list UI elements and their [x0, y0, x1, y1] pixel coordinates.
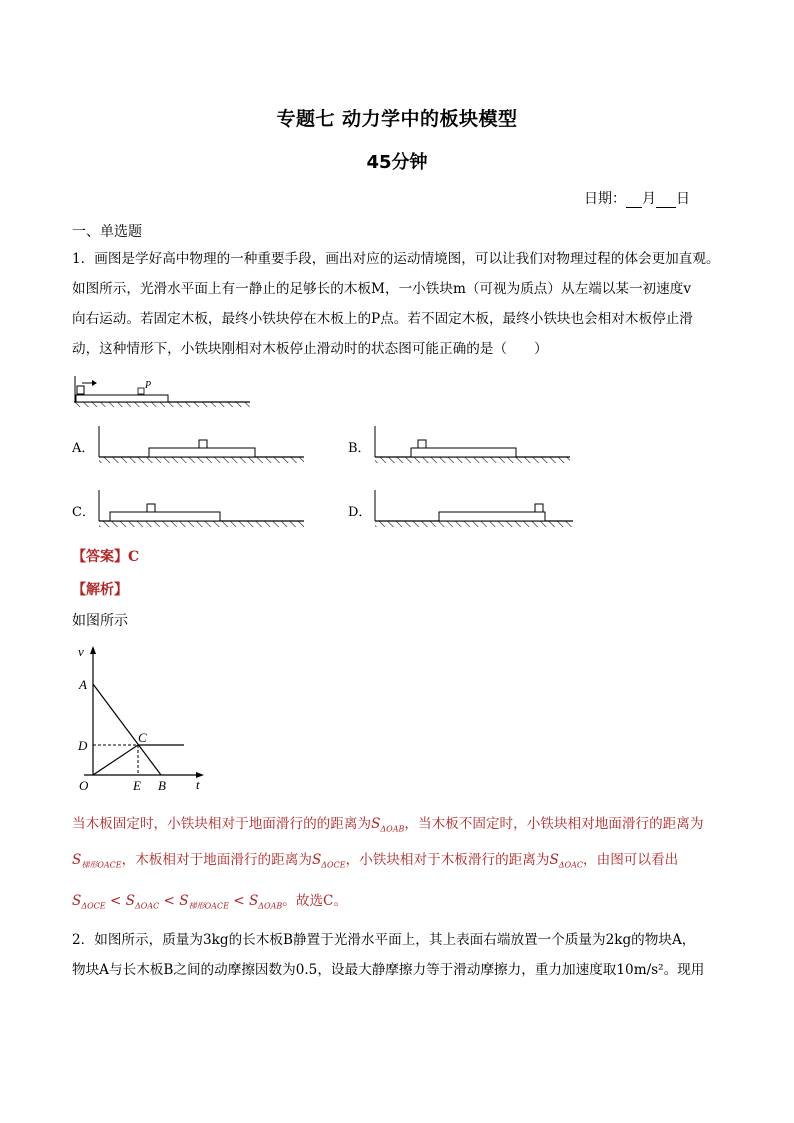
- q2-line: 物块A与长木板B之间的动摩擦因数为0.5，设最大静摩擦力等于滑动摩擦力，重力加速度取10m/s²。现用: [72, 962, 705, 978]
- symbol-s: S: [371, 816, 381, 832]
- symbol-s: S: [179, 893, 189, 909]
- label-o: O: [79, 778, 89, 792]
- velocity-arrow-icon: [92, 380, 97, 386]
- symbol-s: S: [248, 893, 259, 909]
- board: [439, 512, 545, 521]
- month-label: 月: [642, 191, 656, 207]
- point-p-marker: [138, 388, 144, 394]
- iron-block: [199, 440, 207, 448]
- symbol-s: S: [549, 852, 559, 868]
- answer-value: C: [128, 549, 140, 565]
- option-d-label[interactable]: D．: [348, 505, 372, 520]
- q1-setup-figure: [70, 372, 255, 408]
- less-than: <: [105, 893, 126, 909]
- exp-text: 当木板固定时，小铁块相对于地面滑行的的距离为: [72, 816, 372, 832]
- option-c-label[interactable]: C．: [72, 505, 95, 520]
- q1-line: 如图所示，光滑水平面上有一静止的足够长的木板M，一小铁块m（可视为质点）从左端以某一初速度v: [72, 281, 692, 297]
- board: [149, 448, 255, 457]
- day-label: 日: [676, 191, 690, 207]
- analysis-intro: 如图所示: [72, 613, 128, 629]
- label-d: D: [78, 738, 88, 753]
- board: [110, 512, 220, 521]
- subscript: ΔOAB: [258, 901, 283, 911]
- vt-graph: [72, 642, 212, 792]
- less-than: <: [228, 893, 249, 909]
- section-heading: 一、单选题: [72, 224, 142, 240]
- option-b-label[interactable]: B．: [348, 441, 371, 456]
- iron-block: [77, 386, 84, 394]
- symbol-s: S: [72, 852, 82, 868]
- subscript: ΔOCE: [81, 901, 106, 911]
- date-label: 日期：: [584, 191, 626, 207]
- label-t: t: [196, 777, 200, 792]
- document-subtitle: 45分钟: [366, 152, 428, 173]
- subscript: ΔOAC: [135, 901, 160, 911]
- symbol-s: S: [125, 893, 135, 909]
- v-axis-arrow-icon: [90, 646, 96, 654]
- exp-text: ，木板相对于地面滑行的距离为: [121, 852, 312, 868]
- ground-hatch: [99, 457, 304, 463]
- answer-label: 【答案】: [72, 549, 128, 565]
- option-a-label[interactable]: A．: [72, 441, 95, 456]
- subscript: ΔOAB: [380, 824, 405, 834]
- exp-text: ，小铁块相对于木板滑行的距离为: [345, 852, 550, 868]
- subscript: ΔOAC: [558, 860, 584, 870]
- iron-block: [535, 504, 543, 512]
- day-blank[interactable]: [656, 191, 676, 208]
- ground-hatch: [375, 457, 570, 463]
- board: [76, 395, 168, 402]
- board: [411, 448, 516, 457]
- iron-block: [147, 504, 155, 512]
- option-d-figure[interactable]: [371, 488, 576, 531]
- symbol-s: S: [72, 893, 82, 909]
- ground-hatch: [375, 521, 573, 527]
- option-c-figure[interactable]: [95, 488, 307, 531]
- ground-hatch: [99, 521, 304, 527]
- label-e: E: [133, 778, 141, 792]
- subscript: 梯形OACE: [81, 860, 122, 870]
- exp-text: 。故选C。: [282, 893, 348, 909]
- option-a-figure[interactable]: [95, 423, 307, 466]
- question-1-text: [72, 244, 727, 364]
- label-p: P: [145, 380, 152, 391]
- iron-block: [418, 440, 426, 448]
- ground-hatch: [74, 402, 250, 407]
- explanation-line-2: [72, 848, 678, 871]
- exp-text: ，由图可以看出: [583, 852, 679, 868]
- label-a: A: [79, 677, 87, 692]
- subscript: 梯形OACE: [188, 901, 229, 911]
- explanation-line-1: [72, 812, 703, 834]
- q2-line: 2．如图所示，质量为3kg的长木板B静置于光滑水平面上，其上表面右端放置一个质量为2kg的物块A，: [72, 932, 696, 948]
- q1-line: 动，这种情形下，小铁块刚相对木板停止滑动时的状态图可能正确的是（ ）: [72, 341, 548, 357]
- explanation-line-3: [72, 889, 347, 912]
- label-c: C: [138, 730, 147, 745]
- q1-line: 1．画图是学好高中物理的一种重要手段，画出对应的运动情境图，可以让我们对物理过程的体会更加直观。: [72, 251, 720, 267]
- date-line: [584, 188, 690, 208]
- subscript: ΔOCE: [321, 860, 346, 870]
- exp-text: ，当木板不固定时，小铁块相对地面滑行的距离为: [404, 816, 704, 832]
- q1-line: 向右运动。若固定木板，最终小铁块停在木板上的P点。若不固定木板，最终小铁块也会相对木板停止滑: [72, 311, 693, 327]
- answer-line: [72, 546, 139, 566]
- label-b: B: [158, 778, 166, 792]
- symbol-s: S: [311, 852, 322, 868]
- analysis-label: 【解析】: [72, 582, 128, 598]
- label-v: v: [78, 644, 84, 659]
- line-oc: [93, 745, 138, 775]
- month-blank[interactable]: [626, 191, 642, 208]
- less-than: <: [159, 893, 180, 909]
- document-title: 专题七 动力学中的板块模型: [276, 108, 518, 130]
- line-ab: [93, 684, 161, 775]
- question-2-text: [72, 925, 727, 985]
- option-b-figure[interactable]: [371, 423, 573, 466]
